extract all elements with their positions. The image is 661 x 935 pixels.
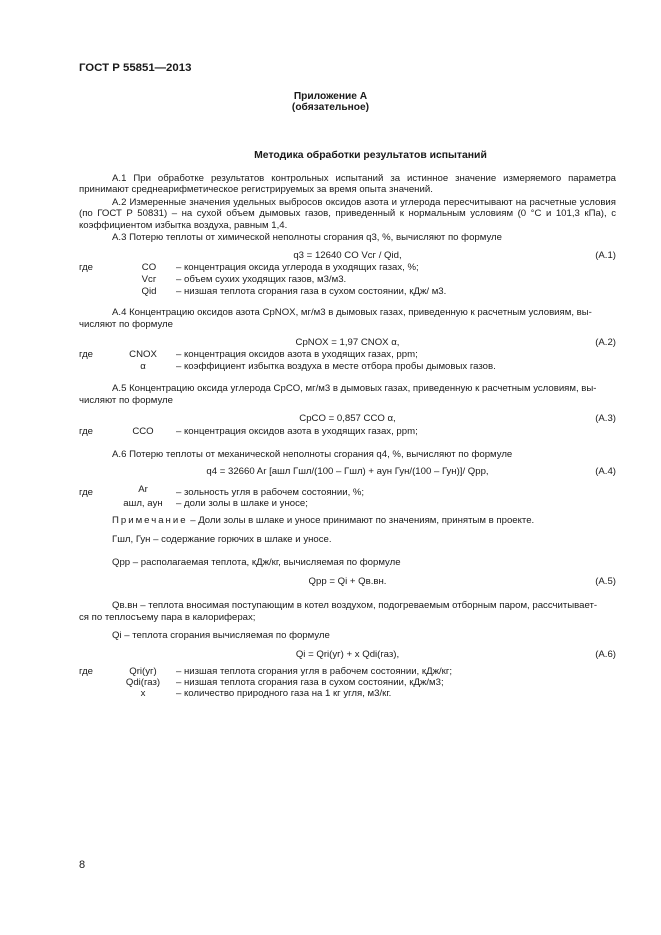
where-label-a2: где [79,349,94,360]
defs-a6 [0,666,661,702]
formula-a1: q3 = 12640 CO Vсг / Qid, [293,250,402,261]
note-lead: Примечание [112,515,188,526]
def-description: – коэффициент избытка воздуха в месте отбора пробы дымовых газов. [176,361,496,372]
def-description: – зольность угля в рабочем состоянии, %; [176,487,365,498]
def-symbol: CCO [132,426,154,437]
where-label-a6: где [79,666,94,677]
qi-definition: Qi – теплота сгорания вычисляемая по формуле [112,630,330,641]
def-symbol: α [140,361,146,372]
qvvn-line2: ся по теплосъему пара в калориферах; [79,612,256,623]
document-header: ГОСТ Р 55851—2013 [79,62,192,74]
where-label-a1: где [79,262,94,273]
equation-number-a4: (А.4) [595,466,616,477]
formula-a2: CpNOX = 1,97 CNOX α, [295,337,400,348]
def-symbol: Qri(уг) [129,666,157,677]
formula-a3: CpCO = 0,857 CCO α, [299,413,396,424]
def-description: – количество природного газа на 1 кг угля, м3/кг. [176,688,392,699]
annex-title: Приложение А [293,91,368,102]
def-description: – концентрация оксидов азота в уходящих газах, ppm; [176,426,418,437]
qvvn-line1: Qв.вн – теплота вносимая поступающим в котел воздухом, подогреваемым отборным паром, рассчитывает- [112,600,598,611]
qp-definition: Qpp – располагаемая теплота, кДж/кг, вычисляемая по формуле [112,557,401,568]
equation-number-a3: (А.3) [595,413,616,424]
defs-a4 [0,484,661,510]
where-label-a3: где [79,426,94,437]
def-symbol: Qid [141,286,157,297]
equation-number-a5: (А.5) [595,576,616,587]
def-description: – концентрация оксида углерода в уходящих газах, %; [176,262,419,273]
defs-a3 [0,426,661,438]
def-description: – низшая теплота сгорания газа в сухом состоянии, кДж/м3; [176,677,444,688]
formula-a5: Qpp = Qi + Qв.вн. [308,576,387,587]
def-symbol: Qdi(газ) [125,677,161,688]
note-text: – Доли золы в шлаке и уносе принимают по значениям, принятым в проекте. [190,515,535,526]
def-symbol: CO [141,262,157,273]
formula-a4: q4 = 32660 Ar [aшл Гшл/(100 – Гшл) + aун Гун/(100 – Гун)]/ Qpp, [206,466,489,477]
page-number: 8 [79,859,86,871]
paragraph-a4-line2: числяют по формуле [79,319,173,330]
equation-number-a2: (А.2) [595,337,616,348]
paragraph-a5-line1: А.5 Концентрацию оксида углерода CpCO, мг/м3 в дымовых газах, приведенную к расчетным условиям, вы- [112,383,597,394]
equation-number-a6: (А.6) [595,649,616,660]
def-symbol: aшл, aун [123,498,163,509]
paragraph-a3: А.3 Потерю теплоты от химической неполноты сгорания q3, %, вычисляют по формуле [112,232,502,243]
annex-status: (обязательное) [291,102,370,113]
def-symbol: x [140,688,146,699]
section-title: Методика обработки результатов испытаний [254,150,487,161]
def-description: – низшая теплота сгорания газа в сухом состоянии, кДж/ м3. [176,286,447,297]
def-symbol: CNOX [129,349,157,360]
paragraph-a4-line1: А.4 Концентрацию оксидов азота CpNOX, мг/м3 в дымовых газах, приведенную к расчетным условиям, вы- [112,307,592,318]
paragraph-a6: А.6 Потерю теплоты от механической неполноты сгорания q4, %, вычисляют по формуле [112,449,513,460]
where-label-a4: где [79,487,94,498]
paragraph-a2: А.2 Измеренные значения удельных выбросов оксидов азота и углерода пересчитывают на расчетные условия (по ГОСТ Р 50831) – на сухой объем дымовых газов, приведенный к нормальным условиям (0 °С и 101,3 кПа), с коэффициентом избытка воздуха, равным 1,4. [79,197,616,231]
defs-a1 [0,262,661,298]
paragraph-a1: А.1 При обработке результатов контрольных испытаний за истинное значение измеряемого параметра принимают среднеарифметическое регистрируемых за время опыта значений. [79,173,616,196]
gamma-definition: Гшл, Гун – содержание горючих в шлаке и уносе. [112,534,332,545]
def-description: – доли золы в шлаке и уносе; [176,498,308,509]
equation-number-a1: (А.1) [595,250,616,261]
paragraph-a5-line2: числяют по формуле [79,395,173,406]
defs-a2 [0,349,661,373]
formula-a6: Qi = Qri(уг) + x Qdi(газ), [295,649,400,660]
def-description: – объем сухих уходящих газов, м3/м3. [176,274,347,285]
def-symbol: Ar [138,484,148,495]
def-description: – низшая теплота сгорания угля в рабочем состоянии, кДж/кг; [176,666,453,677]
note [112,515,534,526]
def-description: – концентрация оксидов азота в уходящих газах, ppm; [176,349,418,360]
def-symbol: Vсг [141,274,157,285]
